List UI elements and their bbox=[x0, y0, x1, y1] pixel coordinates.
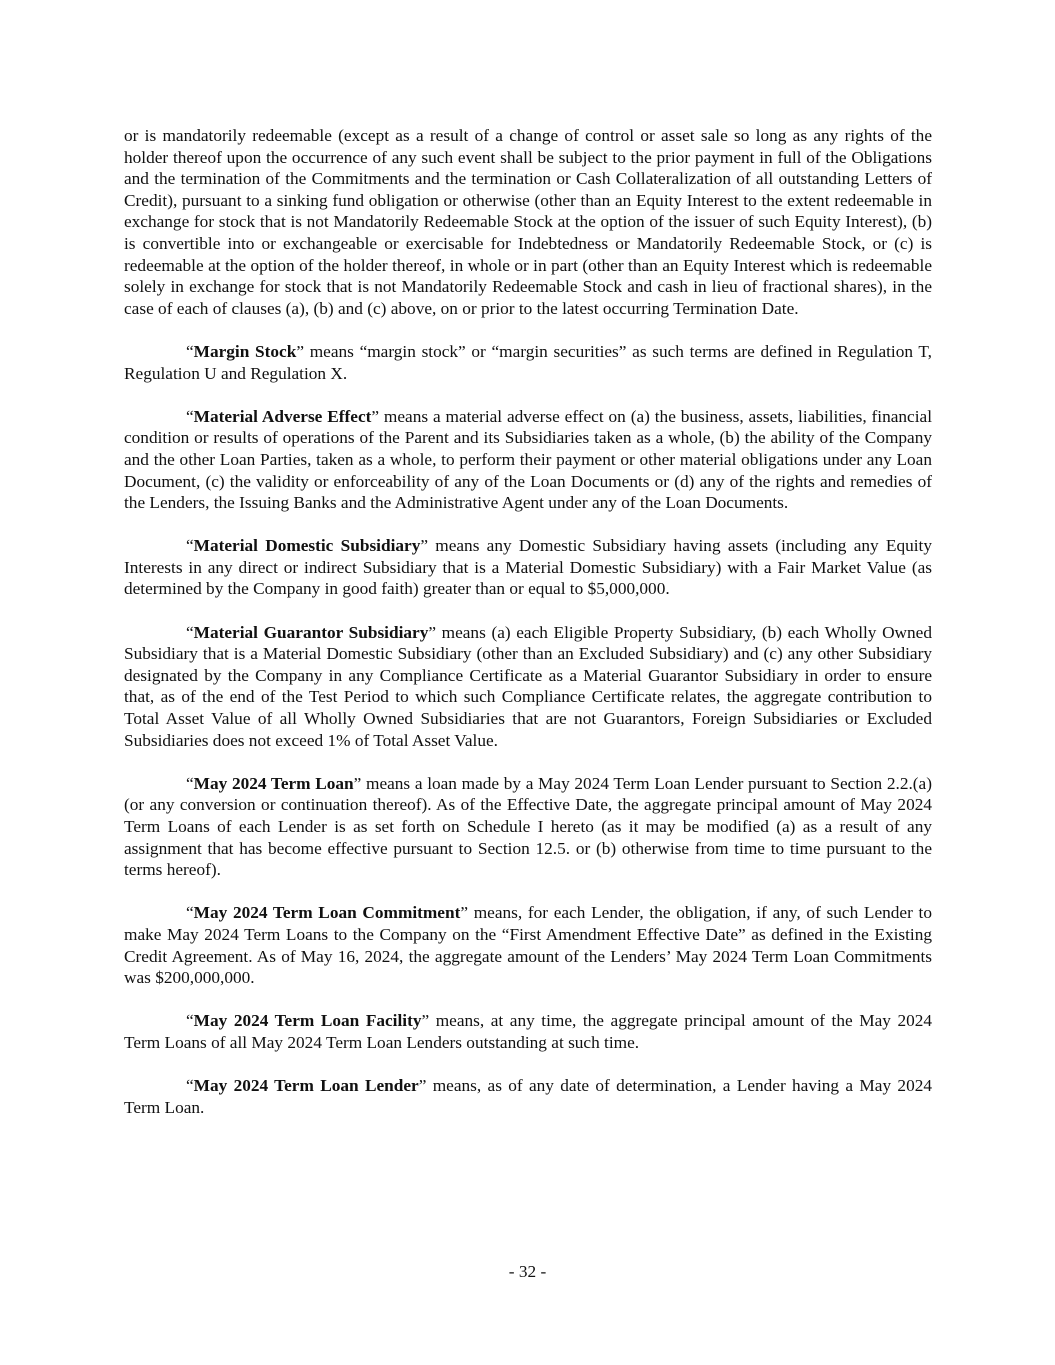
definition-text: ” means a material adverse effect on (a) the business, assets, liabilities, financial condition or results of operations of the Parent and its Subsidiaries taken as a whole, (b) the ability of the Company and the other Loan Parties, taken as a whole, to perform their payment or other material obligations under any Loan Document, (c) the validity or enforceability of any of the Loan Documents or (d) any of the rights and remedies of the Lenders, the Issuing Banks and the Administrative Agent under any of the Loan Documents. bbox=[124, 406, 932, 513]
definition-text: ” means (a) each Eligible Property Subsidiary, (b) each Wholly Owned Subsidiary that is a Material Domestic Subsidiary (other than an Excluded Subsidiary) and (c) any other Subsidiary designated by the Company in any Compliance Certificate as a Material Guarantor Subsidiary in order to ensure that, as of the end of the Test Period to which such Compliance Certificate relates, the aggregate contribution to Total Asset Value of all Wholly Owned Subsidiaries that are not Guarantors, Foreign Subsidiaries or Excluded Subsidiaries does not exceed 1% of Total Asset Value. bbox=[124, 622, 932, 750]
definition-text: ” means, for each Lender, the obligation, if any, of such Lender to make May 2024 Term Loans to the Company on the “First Amendment Effective Date” as defined in the Existing Credit Agreement. As of May 16, 2024, the aggregate amount of the Lenders’ May 2024 Term Loan Commitments was $200,000,000. bbox=[124, 903, 932, 988]
defined-term: May 2024 Term Loan Facility bbox=[193, 1011, 422, 1031]
definition-material-adverse-effect bbox=[124, 406, 932, 514]
definition-may-2024-term-loan-commitment bbox=[124, 902, 932, 988]
open-quote: “ bbox=[186, 1076, 194, 1096]
defined-term: Material Domestic Subsidiary bbox=[193, 536, 421, 556]
defined-term: May 2024 Term Loan Commitment bbox=[193, 903, 461, 923]
definition-may-2024-term-loan bbox=[124, 773, 932, 881]
definition-text: ” means any Domestic Subsidiary having assets (including any Equity Interests in any direct or indirect Subsidiary that is a Material Domestic Subsidiary) with a Fair Market Value (as determined by the Company in good faith) greater than or equal to $5,000,000. bbox=[124, 536, 932, 599]
definition-material-domestic-subsidiary bbox=[124, 535, 932, 600]
defined-term: May 2024 Term Loan Lender bbox=[193, 1076, 419, 1096]
document-body bbox=[124, 125, 932, 1140]
open-quote: “ bbox=[186, 1011, 194, 1031]
continuation-paragraph: or is mandatorily redeemable (except as a result of a change of control or asset sale so long as any rights of the holder thereof upon the occurrence of any such event shall be subject to the prior payment in full of the Obligations and the termination of the Commitments and the termination or Cash Collateralization of all outstanding Letters of Credit), pursuant to a sinking fund obligation or otherwise (other than an Equity Interest to the extent redeemable in exchange for stock that is not Mandatorily Redeemable Stock at the option of the issuer of such Equity Interest), (b) is convertible into or exchangeable or exercisable for Indebtedness or Mandatorily Redeemable Stock, or (c) is redeemable at the option of the holder thereof, in whole or in part (other than an Equity Interest which is redeemable solely in exchange for stock that is not Mandatorily Redeemable Stock and cash in lieu of fractional shares), in the case of each of clauses (a), (b) and (c) above, on or prior to the latest occurring Termination Date. bbox=[124, 126, 932, 318]
open-quote: “ bbox=[186, 903, 194, 923]
defined-term: Material Adverse Effect bbox=[193, 406, 372, 426]
defined-term: Margin Stock bbox=[193, 341, 297, 361]
definition-margin-stock bbox=[124, 341, 932, 384]
open-quote: “ bbox=[186, 341, 194, 361]
open-quote: “ bbox=[186, 622, 194, 642]
definition-may-2024-term-loan-facility bbox=[124, 1010, 932, 1053]
defined-term: May 2024 Term Loan bbox=[193, 773, 354, 793]
page-number: - 32 - bbox=[508, 1262, 547, 1281]
defined-term: Material Guarantor Subsidiary bbox=[193, 622, 429, 642]
definition-text: ” means “margin stock” or “margin securities” as such terms are defined in Regulation T, Regulation U and Regulation X. bbox=[124, 341, 932, 383]
open-quote: “ bbox=[186, 406, 194, 426]
open-quote: “ bbox=[186, 773, 194, 793]
definition-may-2024-term-loan-lender bbox=[124, 1075, 932, 1118]
definition-text: ” means, as of any date of determination, a Lender having a May 2024 Term Loan. bbox=[124, 1076, 932, 1117]
definition-text: ” means a loan made by a May 2024 Term Loan Lender pursuant to Section 2.2.(a) (or any conversion or continuation thereof). As of the Effective Date, the aggregate principal amount of May 2024 Term Loans of each Lender is as set forth on Schedule I hereto (as it may be modified (a) as a result of any assignment that has become effective pursuant to Section 12.5. or (b) otherwise from time to time pursuant to the terms hereof). bbox=[124, 773, 932, 880]
open-quote: “ bbox=[186, 536, 194, 556]
definition-text: ” means, at any time, the aggregate principal amount of the May 2024 Term Loans of all May 2024 Term Loan Lenders outstanding at such time. bbox=[124, 1011, 933, 1052]
definition-material-guarantor-subsidiary bbox=[124, 622, 932, 752]
